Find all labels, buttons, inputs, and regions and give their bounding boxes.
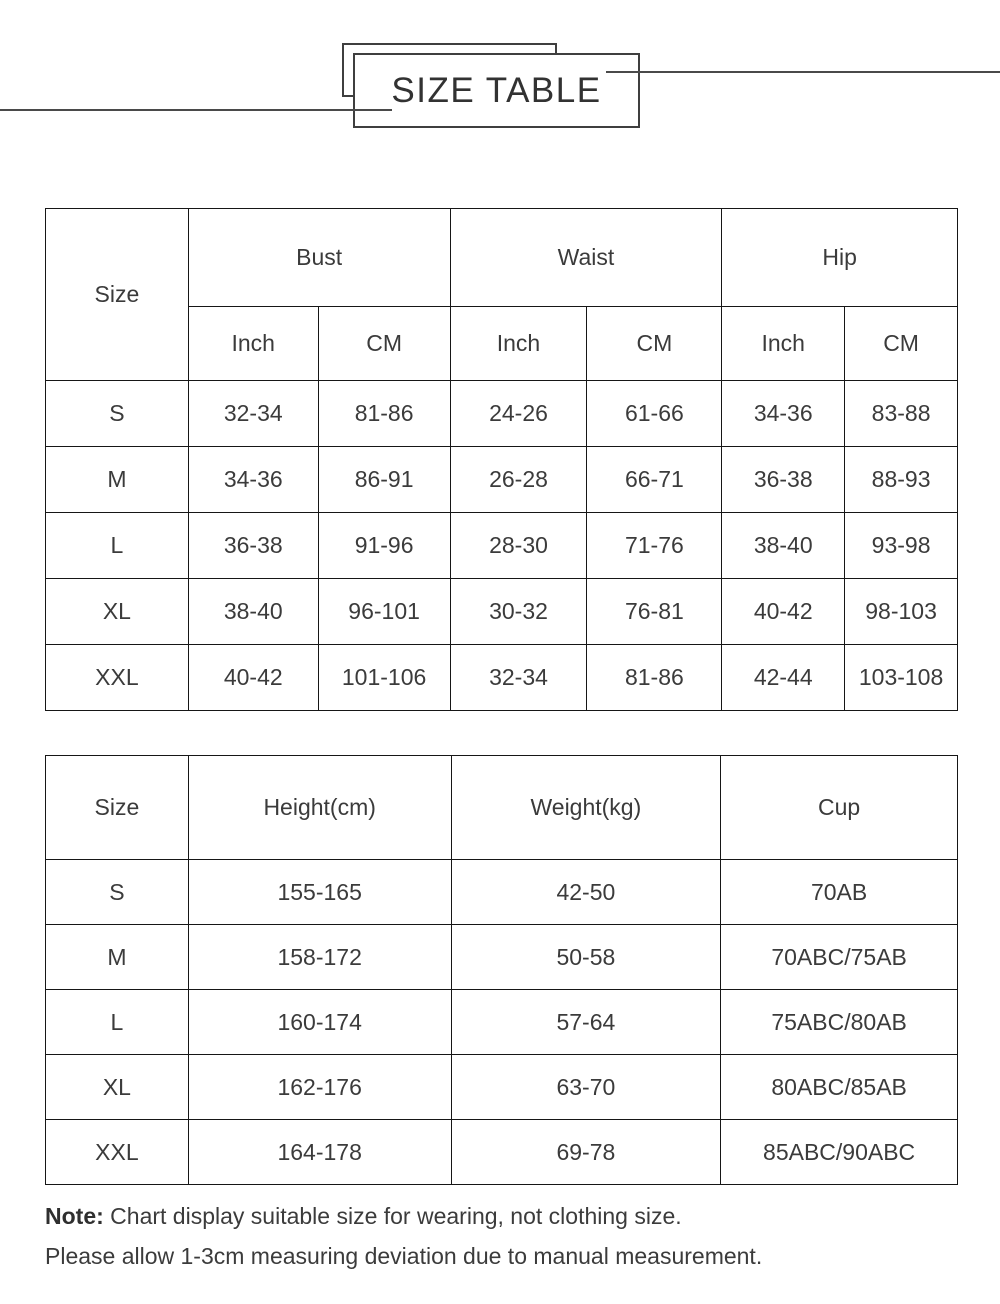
value-cell: 40-42 <box>722 579 845 645</box>
value-cell: 26-28 <box>450 447 587 513</box>
table-row <box>46 990 958 1055</box>
value-cell: 70ABC/75AB <box>721 925 958 990</box>
value-cell: 75ABC/80AB <box>721 990 958 1055</box>
header-bust: Bust <box>188 209 450 307</box>
table-row <box>46 579 958 645</box>
table-row <box>46 1055 958 1120</box>
value-cell: 88-93 <box>845 447 958 513</box>
size-cell: XXL <box>46 645 189 711</box>
value-cell: 96-101 <box>318 579 450 645</box>
value-cell: 38-40 <box>188 579 318 645</box>
size-cell: M <box>46 925 189 990</box>
value-cell: 42-44 <box>722 645 845 711</box>
note <box>45 1196 762 1276</box>
header-hip-inch: Inch <box>722 307 845 381</box>
note-line-1-text: Chart display suitable size for wearing, not clothing size. <box>103 1203 682 1229</box>
table-row <box>46 381 958 447</box>
value-cell: 103-108 <box>845 645 958 711</box>
header-waist-inch: Inch <box>450 307 587 381</box>
value-cell: 71-76 <box>587 513 722 579</box>
value-cell: 85ABC/90ABC <box>721 1120 958 1185</box>
decor-line-right <box>606 71 1000 73</box>
value-cell: 38-40 <box>722 513 845 579</box>
value-cell: 155-165 <box>188 860 451 925</box>
decor-line-left <box>0 109 392 111</box>
value-cell: 36-38 <box>188 513 318 579</box>
value-cell: 32-34 <box>188 381 318 447</box>
size-cell: L <box>46 513 189 579</box>
note-line-2-text: Please allow 1-3cm measuring deviation due to manual measurement. <box>45 1243 763 1269</box>
value-cell: 42-50 <box>451 860 721 925</box>
header-bust-cm: CM <box>318 307 450 381</box>
size-cell: XXL <box>46 1120 189 1185</box>
value-cell: 69-78 <box>451 1120 721 1185</box>
value-cell: 81-86 <box>587 645 722 711</box>
table-row <box>46 447 958 513</box>
size-cell: L <box>46 990 189 1055</box>
value-cell: 50-58 <box>451 925 721 990</box>
header-size: Size <box>46 756 189 860</box>
header-weight: Weight(kg) <box>451 756 721 860</box>
value-cell: 101-106 <box>318 645 450 711</box>
value-cell: 86-91 <box>318 447 450 513</box>
size-cell: S <box>46 860 189 925</box>
value-cell: 162-176 <box>188 1055 451 1120</box>
table-header-group-row <box>46 209 958 307</box>
value-cell: 76-81 <box>587 579 722 645</box>
title-front-box <box>353 53 640 128</box>
value-cell: 66-71 <box>587 447 722 513</box>
header-hip: Hip <box>722 209 958 307</box>
value-cell: 57-64 <box>451 990 721 1055</box>
value-cell: 93-98 <box>845 513 958 579</box>
size-cell: XL <box>46 1055 189 1120</box>
table-row <box>46 645 958 711</box>
value-cell: 34-36 <box>722 381 845 447</box>
header-height: Height(cm) <box>188 756 451 860</box>
page-title: SIZE TABLE <box>391 70 602 110</box>
header-waist: Waist <box>450 209 722 307</box>
header-waist-cm: CM <box>587 307 722 381</box>
value-cell: 40-42 <box>188 645 318 711</box>
value-cell: 70AB <box>721 860 958 925</box>
size-cell: XL <box>46 579 189 645</box>
body-measurements-table <box>45 208 958 711</box>
size-cell: S <box>46 381 189 447</box>
value-cell: 32-34 <box>450 645 587 711</box>
value-cell: 34-36 <box>188 447 318 513</box>
table-header-row <box>46 756 958 860</box>
value-cell: 91-96 <box>318 513 450 579</box>
value-cell: 160-174 <box>188 990 451 1055</box>
table-row <box>46 513 958 579</box>
value-cell: 164-178 <box>188 1120 451 1185</box>
value-cell: 61-66 <box>587 381 722 447</box>
header-hip-cm: CM <box>845 307 958 381</box>
header-bust-inch: Inch <box>188 307 318 381</box>
value-cell: 80ABC/85AB <box>721 1055 958 1120</box>
table-row <box>46 1120 958 1185</box>
value-cell: 83-88 <box>845 381 958 447</box>
value-cell: 158-172 <box>188 925 451 990</box>
value-cell: 28-30 <box>450 513 587 579</box>
value-cell: 98-103 <box>845 579 958 645</box>
note-line-1 <box>45 1196 762 1236</box>
size-cell: M <box>46 447 189 513</box>
note-line-2 <box>45 1236 762 1276</box>
value-cell: 81-86 <box>318 381 450 447</box>
header-size: Size <box>46 209 189 381</box>
value-cell: 30-32 <box>450 579 587 645</box>
table-row <box>46 860 958 925</box>
value-cell: 24-26 <box>450 381 587 447</box>
header-cup: Cup <box>721 756 958 860</box>
value-cell: 63-70 <box>451 1055 721 1120</box>
value-cell: 36-38 <box>722 447 845 513</box>
note-label: Note: <box>45 1203 104 1229</box>
fit-guide-table <box>45 755 958 1185</box>
table-row <box>46 925 958 990</box>
